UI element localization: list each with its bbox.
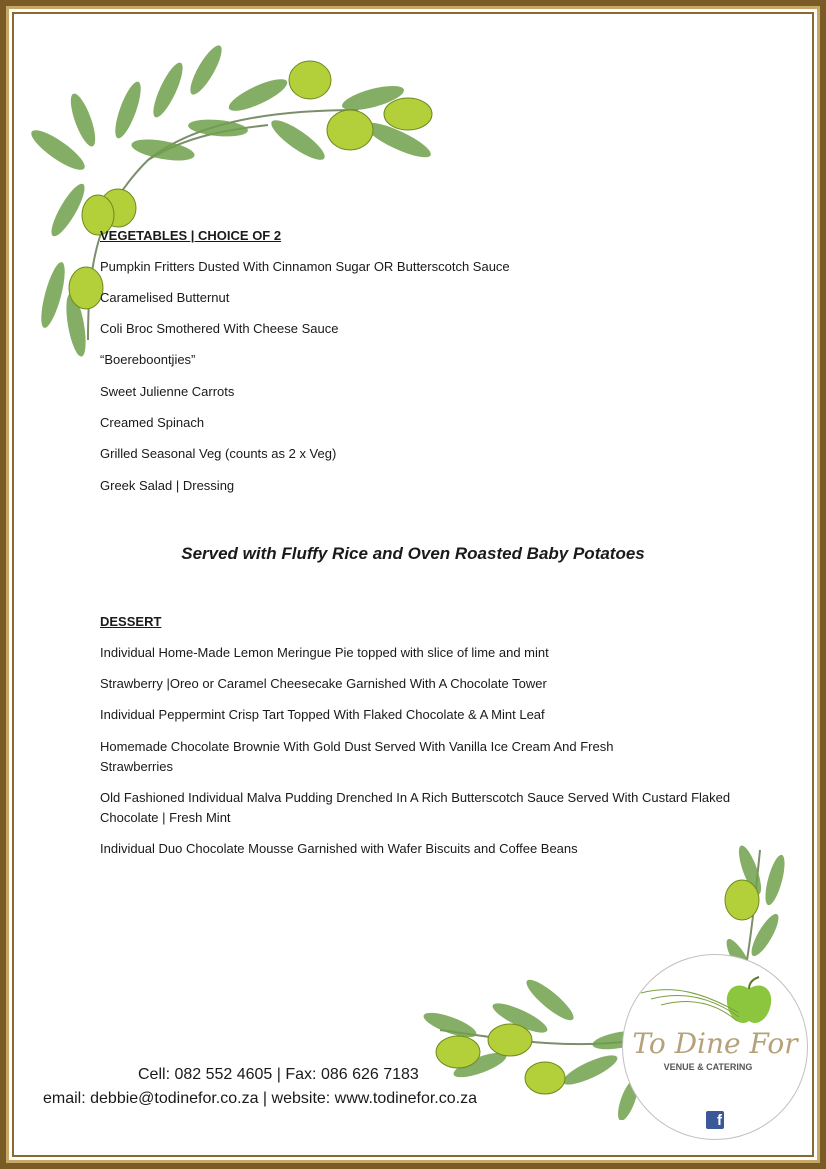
list-item: Homemade Chocolate Brownie With Gold Dust Served With Vanilla Ice Cream And Fresh Strawberries <box>100 739 614 774</box>
facebook-icon[interactable]: f <box>706 1111 724 1129</box>
list-item: Greek Salad | Dressing <box>100 478 235 493</box>
list-item: Coli Broc Smothered With Cheese Sauce <box>100 321 339 336</box>
list-item: Individual Home-Made Lemon Meringue Pie topped with slice of lime and mint <box>100 645 549 660</box>
footer-web: email: debbie@todinefor.co.za | website: www.todinefor.co.za <box>43 1090 477 1107</box>
list-item: Grilled Seasonal Veg (counts as 2 x Veg) <box>100 446 337 461</box>
olive-branch-top-left-icon <box>28 40 448 360</box>
logo <box>622 954 808 1140</box>
list-item: Strawberry |Oreo or Caramel Cheesecake Garnished With A Chocolate Tower <box>100 676 547 691</box>
logo-name: To Dine For <box>632 1027 798 1060</box>
list-item: Individual Peppermint Crisp Tart Topped With Flaked Chocolate & A Mint Leaf <box>100 707 545 722</box>
list-item: Creamed Spinach <box>100 415 205 430</box>
vegetables-heading: VEGETABLES | CHOICE OF 2 <box>100 228 282 243</box>
footer-contact: Cell: 082 552 4605 | Fax: 086 626 7183 <box>138 1066 419 1083</box>
list-item: Sweet Julienne Carrots <box>100 384 235 399</box>
served-with-tagline: Served with Fluffy Rice and Oven Roasted Baby Potatoes <box>181 544 645 563</box>
list-item: Old Fashioned Individual Malva Pudding Drenched In A Rich Butterscotch Sauce Served With Custard Flaked Chocolate | Fresh Mint <box>100 790 731 825</box>
logo-subtitle: VENUE & CATERING <box>663 1062 753 1072</box>
list-item: Individual Duo Chocolate Mousse Garnished with Wafer Biscuits and Coffee Beans <box>100 841 578 856</box>
list-item: “Boereboontjies” <box>100 352 196 367</box>
swoosh-lines-icon <box>641 983 741 1023</box>
list-item: Caramelised Butternut <box>100 290 230 305</box>
list-item: Pumpkin Fritters Dusted With Cinnamon Sugar OR Butterscotch Sauce <box>100 259 510 274</box>
dessert-heading: DESSERT <box>100 614 162 629</box>
